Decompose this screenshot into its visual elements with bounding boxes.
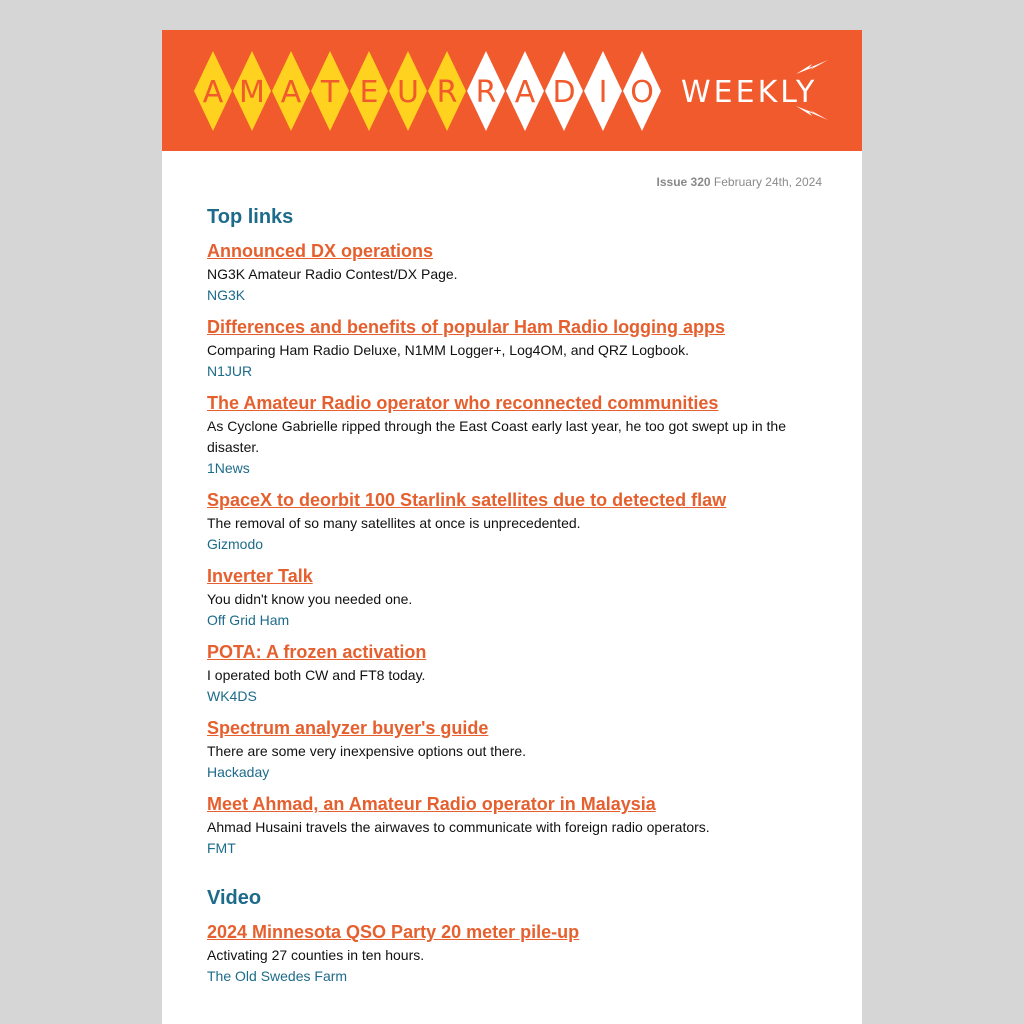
masthead-logo: [162, 30, 862, 151]
article-description: You didn't know you needed one.: [207, 591, 413, 607]
article-description: Comparing Ham Radio Deluxe, N1MM Logger+, Log4OM, and QRZ Logbook.: [207, 342, 690, 358]
section-spacer: [207, 859, 822, 885]
logo-letter: D: [552, 75, 576, 110]
article-title-link[interactable]: Differences and benefits of popular Ham Radio logging apps: [207, 317, 726, 337]
article-description: The removal of so many satellites at once is unprecedented.: [207, 515, 581, 531]
link-item: [207, 316, 822, 382]
article-source: N1JUR: [207, 363, 253, 379]
article-description: As Cyclone Gabrielle ripped through the East Coast early last year, he too got swept up in the disaster.: [207, 418, 786, 455]
link-item: [207, 641, 822, 707]
logo-letter: R: [436, 75, 458, 110]
article-source: WK4DS: [207, 688, 257, 704]
issue-number: Issue 320: [656, 175, 711, 189]
weekly-wordmark: WEEKLY: [681, 75, 818, 110]
article-title-link[interactable]: 2024 Minnesota QSO Party 20 meter pile-up: [207, 922, 580, 942]
logo-letter: O: [630, 75, 654, 110]
logo-letter: I: [598, 75, 608, 110]
logo-diamond-3: [272, 51, 310, 131]
logo-diamond-1: [194, 51, 232, 131]
article-source: Hackaday: [207, 764, 270, 780]
section-heading: Top links: [207, 206, 294, 228]
logo-diamond-6: [389, 51, 427, 131]
article-source: NG3K: [207, 287, 246, 303]
logo-diamond-12: [623, 51, 661, 131]
logo-diamond-8: [467, 51, 505, 131]
logo-diamond-11: [584, 51, 622, 131]
link-item: [207, 565, 822, 631]
logo-diamond-10: [545, 51, 583, 131]
article-title-link[interactable]: Meet Ahmad, an Amateur Radio operator in Malaysia: [207, 794, 656, 814]
logo-letter: T: [320, 75, 340, 110]
article-source: The Old Swedes Farm: [207, 968, 348, 984]
article-title-link[interactable]: Inverter Talk: [207, 566, 313, 586]
article-description: Ahmad Husaini travels the airwaves to communicate with foreign radio operators.: [207, 819, 710, 835]
article-description: Activating 27 counties in ten hours.: [207, 947, 425, 963]
lightning-bolt-icon: [796, 60, 828, 74]
logo-diamond-2: [233, 51, 271, 131]
link-item: [207, 921, 822, 987]
link-item: [207, 392, 822, 479]
logo-diamond-7: [428, 51, 466, 131]
article-title-link[interactable]: POTA: A frozen activation: [207, 642, 427, 662]
article-title-link[interactable]: Announced DX operations: [207, 241, 434, 261]
newsletter-sheet: [162, 30, 862, 1024]
masthead-banner: [162, 30, 862, 151]
article-source: Gizmodo: [207, 536, 264, 552]
logo-diamond-5: [350, 51, 388, 131]
link-item: [207, 717, 822, 783]
logo-letter: A: [202, 75, 224, 110]
logo-letter: R: [475, 75, 497, 110]
logo-letter: A: [280, 75, 302, 110]
link-item: [207, 793, 822, 859]
article-source: 1News: [207, 460, 250, 476]
issue-date: February 24th, 2024: [713, 175, 822, 189]
article-source: FMT: [207, 840, 236, 856]
section-heading: Video: [207, 887, 262, 909]
article-source: Off Grid Ham: [207, 612, 290, 628]
article-title-link[interactable]: SpaceX to deorbit 100 Starlink satellites due to detected flaw: [207, 490, 727, 510]
article-title-link[interactable]: Spectrum analyzer buyer's guide: [207, 718, 489, 738]
logo-letter: M: [239, 75, 265, 110]
logo-diamond-4: [311, 51, 349, 131]
article-description: There are some very inexpensive options out there.: [207, 743, 527, 759]
logo-letter: U: [397, 75, 419, 110]
article-description: NG3K Amateur Radio Contest/DX Page.: [207, 266, 458, 282]
article-description: I operated both CW and FT8 today.: [207, 667, 426, 683]
article-title-link[interactable]: The Amateur Radio operator who reconnected communities: [207, 393, 719, 413]
link-item: [207, 240, 822, 306]
logo-diamond-9: [506, 51, 544, 131]
issue-info: [657, 175, 822, 189]
logo-letter: A: [514, 75, 536, 110]
link-item: [207, 489, 822, 555]
logo-letter: E: [359, 75, 379, 110]
newsletter-content: [207, 204, 822, 987]
